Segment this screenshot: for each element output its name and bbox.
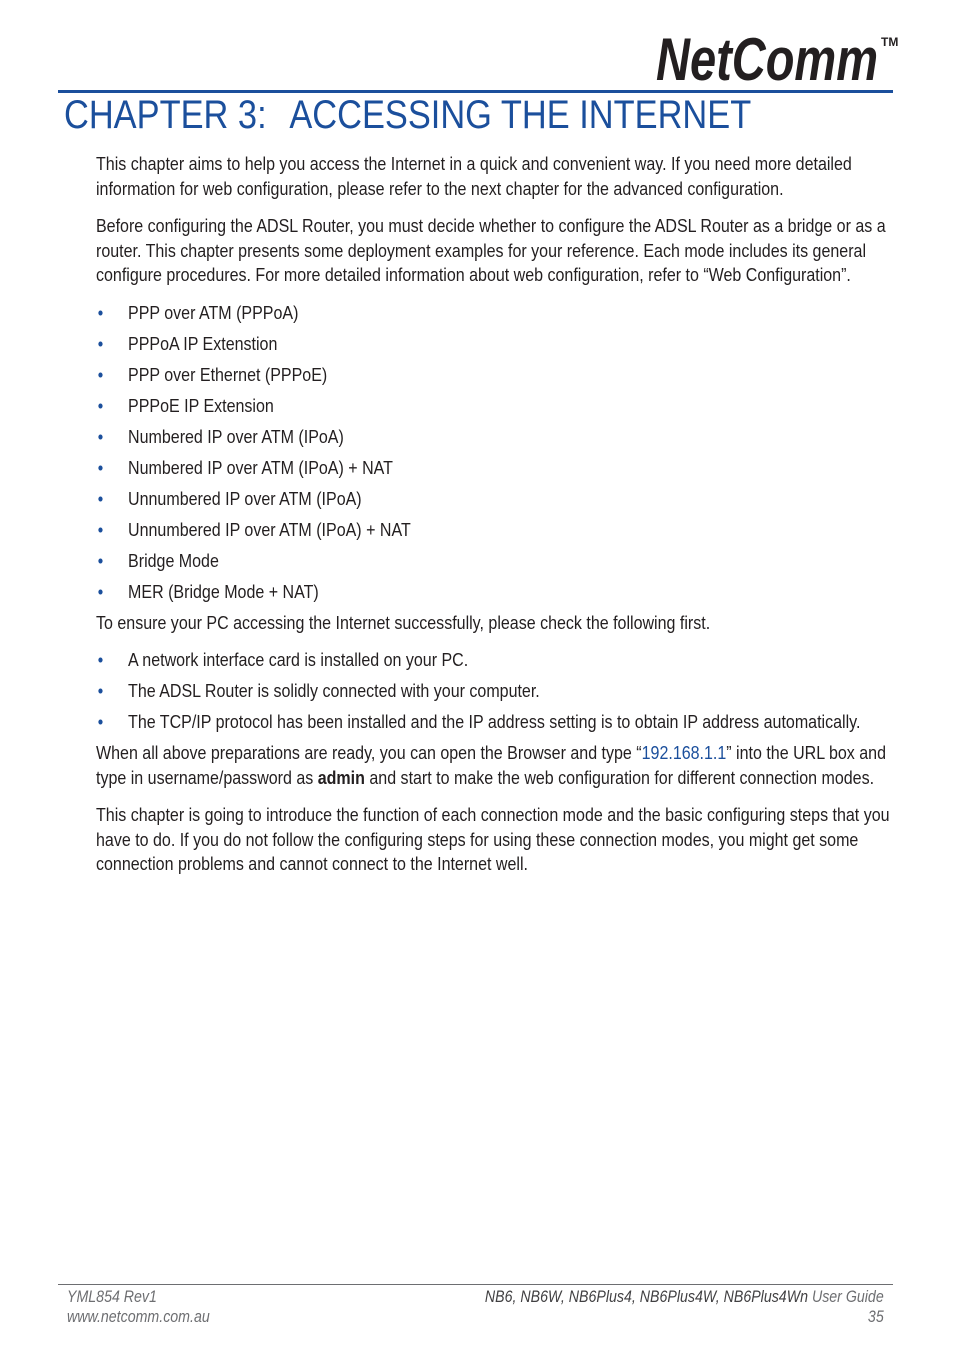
footer-left (67, 1287, 210, 1327)
netcomm-logo-graphic (654, 28, 899, 86)
guide-title (485, 1287, 884, 1307)
check-intro-paragraph: To ensure your PC accessing the Internet successfully, please check the following first. (96, 611, 711, 633)
page-number: 35 (868, 1308, 884, 1326)
list-item: • PPP over ATM (PPPoA) (96, 301, 891, 326)
list-item: • MER (Bridge Mode + NAT) (96, 580, 891, 605)
login-instructions-paragraph (96, 741, 891, 790)
login-text-middle: ” into the URL box and type in username/password as (96, 742, 886, 788)
logo-trademark: TM (881, 35, 899, 49)
intro-paragraph-1: This chapter aims to help you access the Internet in a quick and convenient way. If you need more detailed information for web configuration, please refer to the next chapter for the advanced configuration. (96, 153, 852, 199)
list-item: • A network interface card is installed on your PC. (96, 648, 891, 673)
page-content (96, 152, 891, 890)
list-item: • Unnumbered IP over ATM (IPoA) (96, 487, 891, 512)
list-item: • PPPoA IP Extenstion (96, 332, 891, 357)
login-credential: admin (317, 766, 365, 788)
list-item: • The TCP/IP protocol has been installed and the IP address setting is to obtain IP address automatically. (96, 710, 891, 735)
footer-rule (58, 1284, 893, 1285)
list-item: • Numbered IP over ATM (IPoA) + NAT (96, 456, 891, 481)
login-text-end: and start to make the web configuration for different connection modes. (364, 766, 875, 788)
list-item: • Bridge Mode (96, 549, 891, 574)
website-url: www.netcomm.com.au (67, 1308, 210, 1326)
guide-label: User Guide (808, 1288, 884, 1306)
login-text-start: When all above preparations are ready, you can open the Browser and type “ (96, 742, 642, 763)
list-item: • The ADSL Router is solidly connected with your computer. (96, 679, 891, 704)
closing-paragraph: This chapter is going to introduce the function of each connection mode and the basic configuring steps that you have to do. If you do not follow the configuring steps for using these connection modes, you might get some connection problems and cannot connect to the Internet well. (96, 804, 890, 874)
chapter-number: CHAPTER 3: (64, 93, 267, 137)
preparation-checklist (96, 648, 891, 735)
logo-wordmark: NetComm (656, 28, 878, 86)
list-item: • PPP over Ethernet (PPPoE) (96, 363, 891, 388)
model-names: NB6, NB6W, NB6Plus4, NB6Plus4W, NB6Plus4Wn (485, 1288, 809, 1306)
list-item: • PPPoE IP Extension (96, 394, 891, 419)
list-item: • Unnumbered IP over ATM (IPoA) + NAT (96, 518, 891, 543)
footer-right (485, 1287, 884, 1327)
chapter-title (64, 92, 751, 138)
list-item: • Numbered IP over ATM (IPoA) (96, 425, 891, 450)
document-id: YML854 Rev1 (67, 1288, 157, 1306)
chapter-name: ACCESSING THE INTERNET (289, 93, 752, 137)
netcomm-logo (654, 28, 899, 86)
connection-mode-list (96, 301, 891, 605)
router-ip-address: 192.168.1.1 (641, 742, 727, 763)
intro-paragraph-2: Before configuring the ADSL Router, you must decide whether to configure the ADSL Router as a bridge or as a router. This chapter presents some deployment examples for your reference. Each mode includes its general configure procedures. For more detailed information about web configuration, refer to “Web Configuration”. (96, 215, 886, 285)
